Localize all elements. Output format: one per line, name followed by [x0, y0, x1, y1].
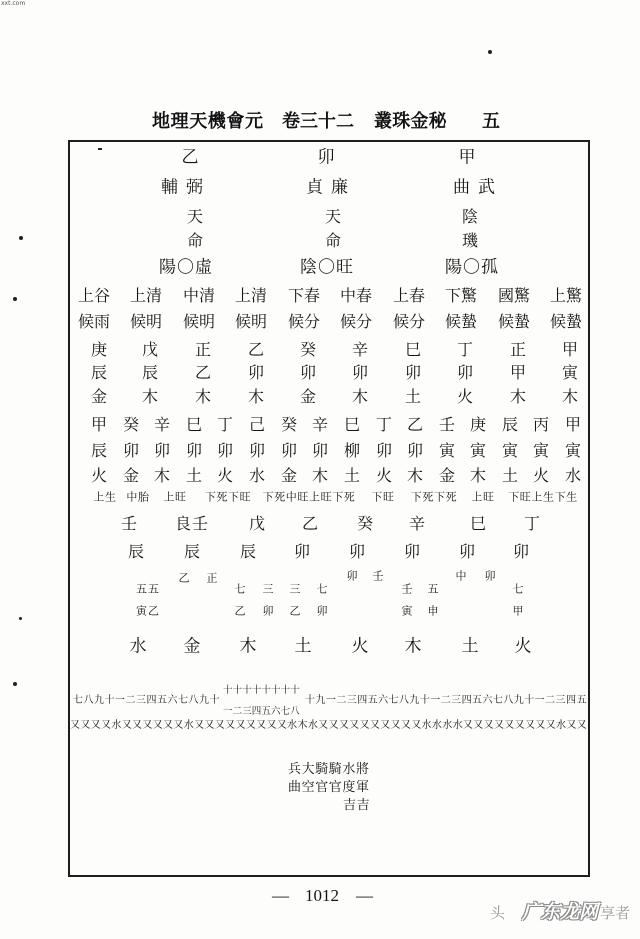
phase-label: 下死中旺上旺下死 — [262, 490, 356, 504]
g16-element: 土 — [501, 466, 519, 485]
lower-branch: 辰 — [127, 542, 145, 561]
top-stars: 輔弼 — [161, 177, 211, 198]
note-lower: 卯 — [316, 604, 328, 618]
degree-stack-bottom: 一二三四五六七八 — [223, 706, 300, 717]
term-branch: 辰 — [141, 363, 159, 382]
g16-element: 水 — [248, 466, 266, 485]
lower-branch: 卯 — [512, 542, 530, 561]
note-lower: 申 — [427, 604, 439, 618]
g16-branch: 卯 — [311, 441, 329, 460]
top-stem: 乙 — [181, 147, 199, 168]
lower-branch: 辰 — [239, 542, 257, 561]
note-raised: 卯 — [346, 569, 358, 583]
phase-label: 上旺 — [471, 490, 495, 504]
g16-element: 金 — [438, 466, 456, 485]
term-top: 下驚 — [444, 286, 478, 305]
lower-element: 木 — [239, 636, 257, 657]
phase-label: 上旺 — [163, 490, 187, 504]
top-polarity: 陽〇孤 — [445, 257, 499, 278]
g16-stem: 乙 — [406, 415, 424, 434]
note-lower: 卯 — [262, 604, 274, 618]
term-top: 國驚 — [497, 286, 531, 305]
lower-stem: 戊 — [248, 514, 266, 533]
term-bottom: 候蟄 — [497, 312, 531, 331]
g16-branch: 柳 — [343, 441, 361, 460]
term-stem: 癸 — [299, 340, 317, 359]
lower-element: 金 — [183, 636, 201, 657]
term-top: 上清 — [129, 286, 163, 305]
term-top: 上春 — [392, 286, 426, 305]
g16-stem: 辛 — [153, 415, 171, 434]
g16-branch: 寅 — [469, 441, 487, 460]
g16-branch: 寅 — [501, 441, 519, 460]
note-raised: 卯 — [484, 569, 496, 583]
g16-stem: 壬 — [438, 415, 456, 434]
lower-branch: 卯 — [348, 542, 366, 561]
note-upper: 壬 — [401, 582, 413, 596]
term-branch: 寅 — [561, 363, 579, 382]
term-top: 上谷 — [77, 286, 111, 305]
term-branch: 卯 — [299, 363, 317, 382]
term-branch: 卯 — [456, 363, 474, 382]
term-branch: 卯 — [404, 363, 422, 382]
scan-speck — [13, 682, 17, 686]
g16-branch: 卯 — [280, 441, 298, 460]
term-top: 下春 — [287, 286, 321, 305]
g16-branch: 寅 — [564, 441, 582, 460]
lower-branch: 卯 — [293, 542, 311, 561]
term-top: 中春 — [339, 286, 373, 305]
g16-branch: 寅 — [438, 441, 456, 460]
term-element: 木 — [351, 387, 369, 406]
note-upper: 五五 — [136, 582, 160, 596]
lower-stem: 乙 — [301, 514, 319, 533]
term-element: 金 — [90, 387, 108, 406]
site-tag: xxt.com — [1, 0, 26, 7]
term-top: 上驚 — [549, 286, 583, 305]
watermark-brand: 广东龙网 — [522, 901, 599, 923]
stars-line3: 吉吉 — [343, 798, 371, 813]
top-polarity: 陽〇虛 — [159, 257, 213, 278]
g16-element: 金 — [280, 466, 298, 485]
term-branch: 卯 — [351, 363, 369, 382]
lower-stem: 良壬 — [174, 514, 210, 533]
g16-element: 木 — [469, 466, 487, 485]
term-stem: 甲 — [561, 340, 579, 359]
phase-label: 下死下死 — [410, 490, 458, 504]
term-element: 木 — [247, 387, 265, 406]
g16-element: 水 — [564, 466, 582, 485]
g16-stem: 丁 — [375, 415, 393, 434]
lower-branch: 辰 — [183, 542, 201, 561]
watermark-prefix: 头 — [490, 904, 506, 922]
term-stem: 庚 — [90, 340, 108, 359]
g16-stem: 癸 — [122, 415, 140, 434]
g16-element: 土 — [185, 466, 203, 485]
g16-branch: 卯 — [153, 441, 171, 460]
term-element: 金 — [299, 387, 317, 406]
term-branch: 甲 — [509, 363, 527, 382]
g16-branch: 卯 — [375, 441, 393, 460]
top-line2: 命 — [186, 231, 204, 250]
degree-stack-top: 十十十十十十十十 — [223, 685, 300, 696]
lower-branch: 卯 — [458, 542, 476, 561]
stars-line2: 曲空官官度軍 — [288, 780, 370, 795]
phase-label: 中胎 — [126, 490, 150, 504]
phase-label: 上生 — [93, 490, 117, 504]
scan-speck — [13, 297, 17, 301]
lower-element: 水 — [129, 636, 147, 657]
g16-stem: 辛 — [311, 415, 329, 434]
g16-branch: 辰 — [90, 441, 108, 460]
term-bottom: 候分 — [392, 312, 426, 331]
lower-element: 土 — [461, 636, 479, 657]
g16-element: 火 — [216, 466, 234, 485]
top-line1: 天 — [324, 207, 342, 226]
term-element: 木 — [141, 387, 159, 406]
g16-branch: 卯 — [185, 441, 203, 460]
note-upper: 七 — [234, 582, 246, 596]
lower-stem: 巳 — [469, 514, 487, 533]
top-line2: 命 — [324, 231, 342, 250]
g16-element: 火 — [375, 466, 393, 485]
degree-numbers-part1: 七八九十一二三四五六七八九十 — [73, 695, 220, 706]
note-lower: 寅 — [401, 604, 413, 618]
g16-stem: 甲 — [90, 415, 108, 434]
term-element: 木 — [194, 387, 212, 406]
g16-branch: 卯 — [406, 441, 424, 460]
g16-stem: 巳 — [343, 415, 361, 434]
book-title: 地理天機會元 — [152, 111, 264, 132]
g16-stem: 癸 — [280, 415, 298, 434]
term-top: 上清 — [234, 286, 268, 305]
g16-stem: 巳 — [185, 415, 203, 434]
note-upper: 七 — [512, 582, 524, 596]
term-bottom: 候分 — [287, 312, 321, 331]
term-stem: 辛 — [351, 340, 369, 359]
g16-stem: 甲 — [564, 415, 582, 434]
term-stem: 丁 — [456, 340, 474, 359]
footer-dash-right: — — [356, 886, 373, 905]
note-raised: 壬 — [372, 569, 384, 583]
degree-numbers-part2: 十九一二三四五六七八九十一二三四五六七八九十一二三四五 — [305, 695, 587, 706]
note-upper: 五 — [427, 582, 439, 596]
page-number: 1012 — [305, 886, 339, 905]
g16-element: 木 — [153, 466, 171, 485]
lower-element: 土 — [294, 636, 312, 657]
g16-element: 土 — [343, 466, 361, 485]
top-line1: 天 — [186, 207, 204, 226]
top-stem: 甲 — [458, 147, 476, 168]
term-bottom: 候蟄 — [549, 312, 583, 331]
note-raised: 乙 — [178, 571, 190, 585]
lower-stem: 壬 — [120, 514, 138, 533]
lower-element: 火 — [514, 636, 532, 657]
g16-element: 金 — [122, 466, 140, 485]
note-lower: 甲 — [512, 604, 524, 618]
term-stem: 戊 — [141, 340, 159, 359]
g16-branch: 卯 — [216, 441, 234, 460]
top-polarity: 陰〇旺 — [300, 257, 354, 278]
lower-stem: 癸 — [356, 514, 374, 533]
term-stem: 正 — [194, 340, 212, 359]
term-bottom: 候分 — [339, 312, 373, 331]
volume-label: 卷三十二 — [282, 111, 354, 132]
term-element: 木 — [561, 387, 579, 406]
page-label: 五 — [482, 111, 500, 132]
scan-speck — [488, 50, 492, 54]
g16-branch: 寅 — [532, 441, 550, 460]
term-branch: 乙 — [194, 363, 212, 382]
g16-element: 木 — [311, 466, 329, 485]
term-bottom: 候雨 — [77, 312, 111, 331]
top-line1: 陰 — [461, 207, 479, 226]
g16-stem: 己 — [248, 415, 266, 434]
note-upper: 三 — [289, 582, 301, 596]
scan-speck — [19, 236, 23, 240]
footer-dash-left: — — [272, 886, 289, 905]
term-branch: 辰 — [90, 363, 108, 382]
lower-stem: 辛 — [408, 514, 426, 533]
top-line2: 璣 — [461, 231, 479, 250]
note-raised: 中 — [455, 569, 467, 583]
term-element: 木 — [509, 387, 527, 406]
term-element: 土 — [404, 387, 422, 406]
scan-speck — [19, 617, 22, 620]
stars-line1: 兵大騎騎水將 — [288, 762, 370, 777]
term-element: 火 — [456, 387, 474, 406]
watermark-suffix: 享者 — [600, 904, 631, 922]
phase-label: 下旺上生下生 — [508, 490, 578, 504]
term-bottom: 候明 — [129, 312, 163, 331]
term-stem: 乙 — [247, 340, 265, 359]
phase-label: 下死下旺 — [204, 490, 252, 504]
top-stem: 卯 — [317, 147, 335, 168]
section-title: 叢珠金秘 — [374, 111, 447, 132]
note-lower: 寅乙 — [136, 604, 160, 618]
g16-stem: 庚 — [469, 415, 487, 434]
term-stem: 巳 — [404, 340, 422, 359]
g16-stem: 辰 — [501, 415, 519, 434]
g16-stem: 丙 — [532, 415, 550, 434]
note-raised: 正 — [206, 571, 218, 585]
phase-label: 下旺 — [371, 490, 395, 504]
lower-element: 火 — [351, 636, 369, 657]
lower-stem: 丁 — [523, 514, 541, 533]
note-lower: 乙 — [234, 604, 246, 618]
term-bottom: 候明 — [234, 312, 268, 331]
term-bottom: 候蟄 — [444, 312, 478, 331]
g16-element: 火 — [90, 466, 108, 485]
g16-element: 木 — [406, 466, 424, 485]
lower-element: 木 — [404, 636, 422, 657]
fate-row: 又又又又水又又又又又又水又又又又又又又又又水木水又又又又又又又又又又水水水水又又又又又又又又又水又又 — [70, 720, 587, 731]
g16-stem: 丁 — [216, 415, 234, 434]
term-top: 中清 — [182, 286, 216, 305]
note-upper: 三 — [262, 582, 274, 596]
g16-branch: 卯 — [248, 441, 266, 460]
term-branch: 卯 — [247, 363, 265, 382]
note-lower: 乙 — [289, 604, 301, 618]
top-stars: 貞廉 — [306, 177, 356, 198]
term-bottom: 候明 — [182, 312, 216, 331]
lower-branch: 卯 — [403, 542, 421, 561]
term-stem: 正 — [509, 340, 527, 359]
g16-branch: 卯 — [122, 441, 140, 460]
note-upper: 七 — [316, 582, 328, 596]
top-stars: 曲武 — [453, 177, 503, 198]
g16-element: 火 — [532, 466, 550, 485]
